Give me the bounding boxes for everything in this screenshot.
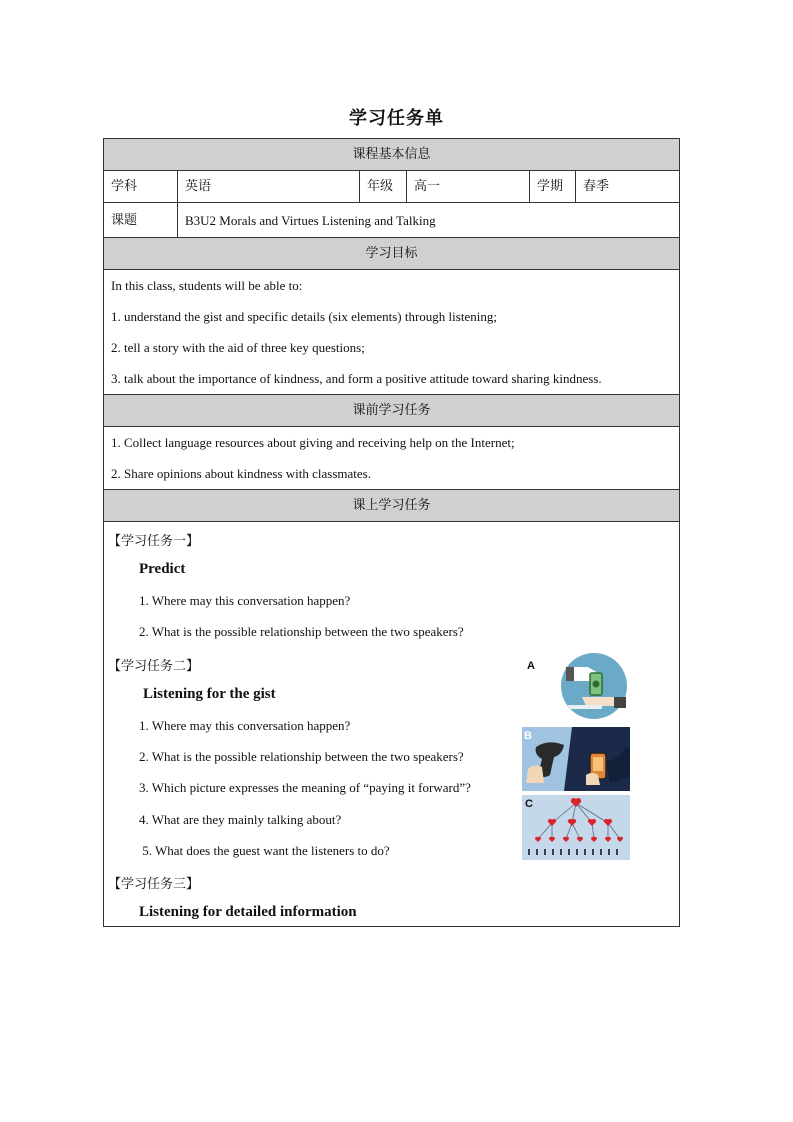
task2-question: 2. What is the possible relationship between the two speakers? [139, 749, 464, 764]
picture-a [522, 653, 632, 723]
subject-label: 学科 [104, 171, 178, 202]
objective-item: 3. talk about the importance of kindness, and form a positive attitude toward sharing kindness. [111, 371, 602, 386]
page-title: 学习任务单 [349, 108, 444, 129]
in-class-header: 课上学习任务 [104, 490, 679, 522]
task3-heading: Listening for detailed information [139, 904, 357, 920]
picture-c [522, 795, 630, 860]
basic-info-row [104, 171, 679, 203]
objectives-body [104, 270, 679, 395]
task1-heading: Predict [139, 561, 186, 577]
topic-row [104, 203, 679, 238]
task2-question: 3. Which picture expresses the meaning of “paying it forward”? [139, 780, 471, 795]
picture-b-label: B [524, 730, 532, 742]
pre-class-body [104, 427, 679, 490]
objective-item: 1. understand the gist and specific details (six elements) through listening; [111, 309, 497, 324]
task2-question: 1. Where may this conversation happen? [139, 718, 351, 733]
task1-label: 【学习任务一】 [108, 534, 200, 549]
task1-question: 1. Where may this conversation happen? [139, 593, 351, 608]
topic-label: 课题 [104, 203, 178, 237]
phone-payment-illustration [522, 727, 630, 791]
topic-value: B3U2 Morals and Virtues Listening and Talking [185, 213, 436, 228]
picture-c-label: C [525, 798, 533, 810]
objectives-intro: In this class, students will be able to: [111, 278, 303, 293]
term-value: 春季 [583, 179, 610, 194]
pre-class-item: 2. Share opinions about kindness with classmates. [111, 466, 371, 481]
picture-b [522, 727, 630, 791]
task1-question: 2. What is the possible relationship between the two speakers? [139, 624, 464, 639]
pre-class-header: 课前学习任务 [104, 395, 679, 427]
heart-network-illustration [522, 795, 630, 860]
objective-item: 2. tell a story with the aid of three key questions; [111, 340, 365, 355]
objectives-header: 学习目标 [104, 238, 679, 270]
basic-info-header: 课程基本信息 [104, 139, 679, 171]
task2-question: 5. What does the guest want the listeners to do? [139, 843, 390, 858]
task2-heading: Listening for the gist [143, 686, 276, 702]
grade-value: 高一 [407, 171, 530, 202]
task3-label: 【学习任务三】 [108, 877, 200, 892]
task-sheet-table [103, 138, 680, 927]
term-label: 学期 [530, 171, 576, 202]
money-exchange-illustration [522, 653, 632, 723]
picture-a-label: A [527, 660, 535, 672]
in-class-body [104, 522, 679, 926]
task2-label: 【学习任务二】 [108, 659, 200, 674]
grade-label: 年级 [360, 171, 407, 202]
subject-value: 英语 [178, 171, 360, 202]
task2-question: 4. What are they mainly talking about? [139, 812, 342, 827]
pre-class-item: 1. Collect language resources about giving and receiving help on the Internet; [111, 435, 515, 450]
